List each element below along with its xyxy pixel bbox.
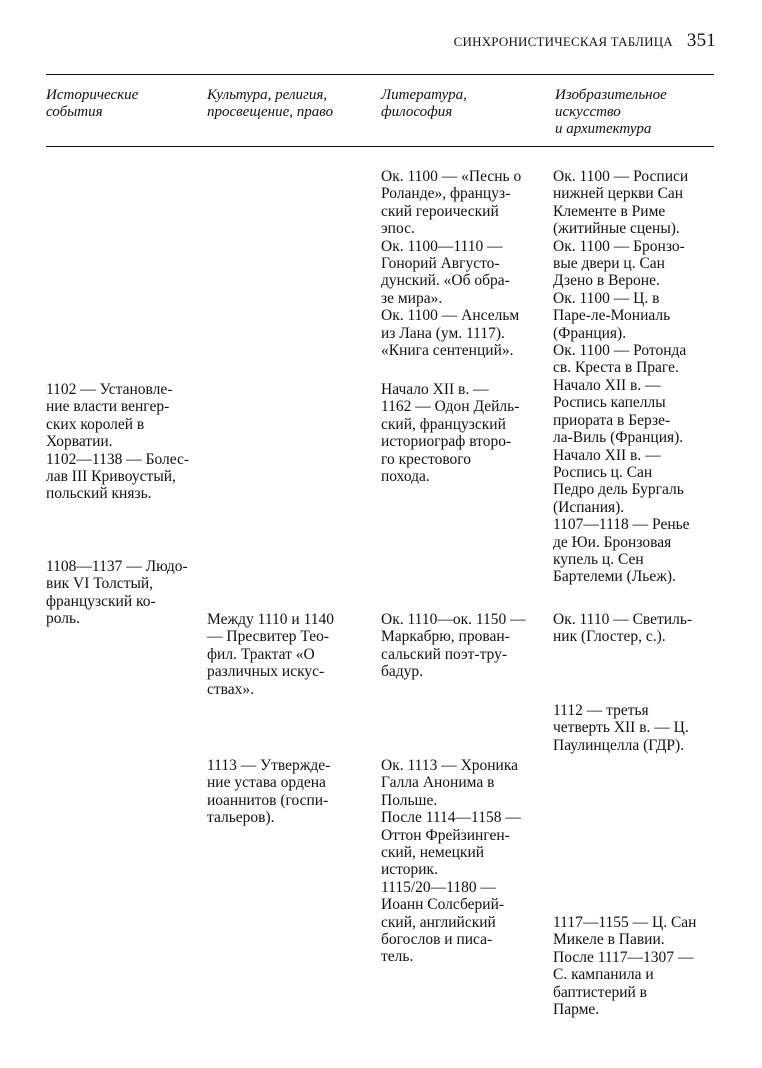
literature-entry: Начало XII в. — 1162 — Одон Дейль- ский, французский историограф второ- го крестового похода. [381, 381, 520, 486]
culture-entry: 1113 — Утвержде- ние устава ордена иоаннитов (госпи- тальеров). [207, 757, 331, 827]
history-entry: 1102 — Установле- ние власти венгер- ских королей в Хорватии. 1102—1138 — Болес- лав III Кривоустый, польский князь. [46, 381, 190, 503]
top-rule [46, 74, 714, 75]
header-literature: Литература, философия [381, 87, 467, 120]
header-rule [46, 146, 714, 147]
running-head-title: СИНХРОНИСТИЧЕСКАЯ ТАБЛИЦА [453, 34, 673, 49]
culture-entry: Между 1110 и 1140 — Пресвитер Тео- фил. Трактат «О различных искус- ствах». [207, 611, 334, 698]
art-entry: 1112 — третья четверть XII в. — Ц. Паулинцелла (ГДР). [553, 702, 689, 754]
art-entry: Ок. 1110 — Светиль- ник (Глостер, с.). [553, 611, 693, 646]
history-entry: 1108—1137 — Людо- вик VI Толстый, французский ко- роль. [46, 558, 188, 628]
header-art: Изобразительное искусство и архитектура [555, 87, 667, 137]
literature-entry: Ок. 1110—ок. 1150 — Маркабрю, прован- сальский поэт-тру- бадур. [381, 611, 526, 681]
running-head [0, 30, 716, 52]
art-entry: Ок. 1100 — Росписи нижней церкви Сан Клементе в Риме (житийные сцены). Ок. 1100 — Бронзо- вые двери ц. Сан Дзено в Вероне. Ок. 1100 — Ц. в Паре-ле-Мониаль (Франция). Ок. 1100 — Ротонда св. Креста в Праге. Начало XII в. — Роспись капеллы приората в Берзе- ла-Виль (Франция). Начало XII в. — Роспись ц. Сан Педро дель Бургаль (Испания). 1107—1118 — Ренье де Юи. Бронзовая купель ц. Сен Бартелеми (Льеж). [553, 168, 690, 586]
literature-entry: Ок. 1113 — Хроника Галла Анонима в Польше. После 1114—1158 — Оттон Фрейзинген- ский, немецкий историк. 1115/20—1180 — Иоанн Солсберий- ский, английский богослов и писа- тель. [381, 757, 521, 966]
art-entry: 1117—1155 — Ц. Сан Микеле в Павии. После 1117—1307 — С. кампанила и баптистерий в Парме. [553, 914, 697, 1019]
literature-entry: Ок. 1100 — «Песнь о Роланде», француз- ский героический эпос. Ок. 1100—1110 — Гонорий Августо- дунский. «Об обра- зе мира». Ок. 1100 — Ансельм из Лана (ум. 1117). «Книга сентенций». [381, 168, 522, 360]
header-historical-events: Исторические события [46, 87, 139, 120]
header-culture: Культура, религия, просвещение, право [207, 87, 334, 120]
page-number: 351 [686, 30, 716, 51]
